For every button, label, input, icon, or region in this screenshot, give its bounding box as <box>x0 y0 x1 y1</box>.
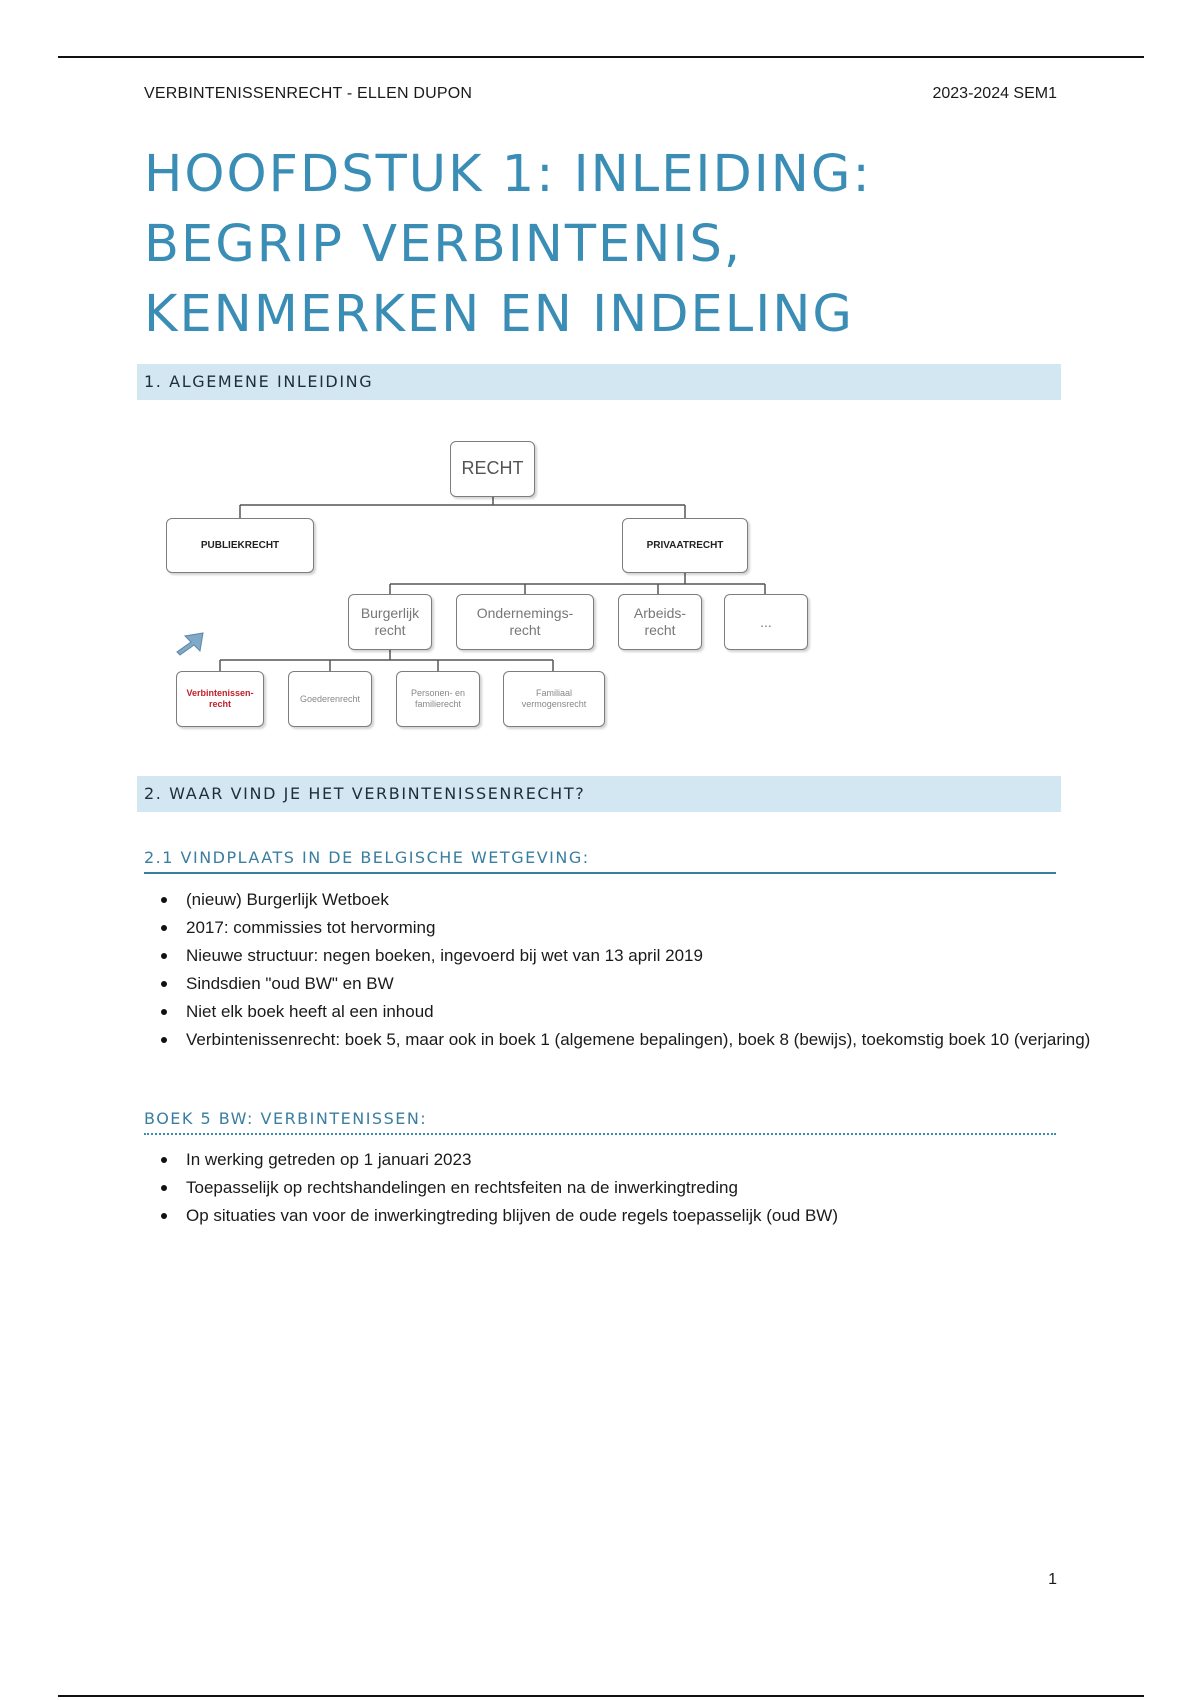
diagram-node-arbeidsrecht: Arbeids-recht <box>618 594 702 650</box>
list-item: Sindsdien "oud BW" en BW <box>186 970 1106 998</box>
diagram-node-familiaal-vermogensrecht: Familiaal vermogensrecht <box>503 671 605 727</box>
running-header-semester: 2023-2024 SEM1 <box>932 85 1057 102</box>
section-heading-algemene-inleiding: 1. ALGEMENE INLEIDING <box>137 364 1061 400</box>
subheading-belgische-wetgeving: 2.1 VINDPLAATS IN DE BELGISCHE WETGEVING: <box>144 848 1056 874</box>
list-item: Niet elk boek heeft al een inhoud <box>186 998 1106 1026</box>
list-item: Verbintenissenrecht: boek 5, maar ook in boek 1 (algemene bepalingen), boek 8 (bewijs), toekomstig boek 10 (verjaring) <box>186 1026 1106 1054</box>
chapter-title-line: HOOFDSTUK 1: INLEIDING: <box>144 145 872 204</box>
diagram-node-burgerlijk-recht: Burgerlijk recht <box>348 594 432 650</box>
list-item: In werking getreden op 1 januari 2023 <box>186 1146 1106 1174</box>
chapter-title-line: KENMERKEN EN INDELING <box>144 285 854 344</box>
page-number: 1 <box>1048 1571 1057 1588</box>
bottom-rule <box>58 1695 1144 1697</box>
list-item: 2017: commissies tot hervorming <box>186 914 1106 942</box>
wetgeving-bullet-list <box>144 886 1106 1054</box>
subheading-boek5: BOEK 5 BW: VERBINTENISSEN: <box>144 1109 1056 1135</box>
section-heading-verbintenissenrecht-vindplaats: 2. WAAR VIND JE HET VERBINTENISSENRECHT? <box>137 776 1061 812</box>
boek5-bullet-list <box>144 1146 1106 1230</box>
diagram-node-privaatrecht: PRIVAATRECHT <box>622 518 748 573</box>
diagram-node-other: ... <box>724 594 808 650</box>
list-item: Toepasselijk op rechtshandelingen en rechtsfeiten na de inwerkingtreding <box>186 1174 1106 1202</box>
top-rule <box>58 56 1144 58</box>
list-item: (nieuw) Burgerlijk Wetboek <box>186 886 1106 914</box>
diagram-node-personen-familierecht: Personen- en familierecht <box>396 671 480 727</box>
chapter-title-line: BEGRIP VERBINTENIS, <box>144 215 743 274</box>
diagram-node-recht: RECHT <box>450 441 535 497</box>
diagram-node-goederenrecht: Goederenrecht <box>288 671 372 727</box>
pointer-arrow <box>177 633 203 655</box>
list-item: Nieuwe structuur: negen boeken, ingevoerd bij wet van 13 april 2019 <box>186 942 1106 970</box>
running-header-title: VERBINTENISSENRECHT - ELLEN DUPON <box>144 85 473 102</box>
chapter-title <box>144 140 1044 350</box>
diagram-node-publiekrecht: PUBLIEKRECHT <box>166 518 314 573</box>
law-hierarchy-diagram <box>160 430 840 740</box>
diagram-node-ondernemingsrecht: Ondernemings-recht <box>456 594 594 650</box>
diagram-node-verbintenissenrecht: Verbintenissen-recht <box>176 671 264 727</box>
list-item: Op situaties van voor de inwerkingtreding blijven de oude regels toepasselijk (oud BW) <box>186 1202 1106 1230</box>
